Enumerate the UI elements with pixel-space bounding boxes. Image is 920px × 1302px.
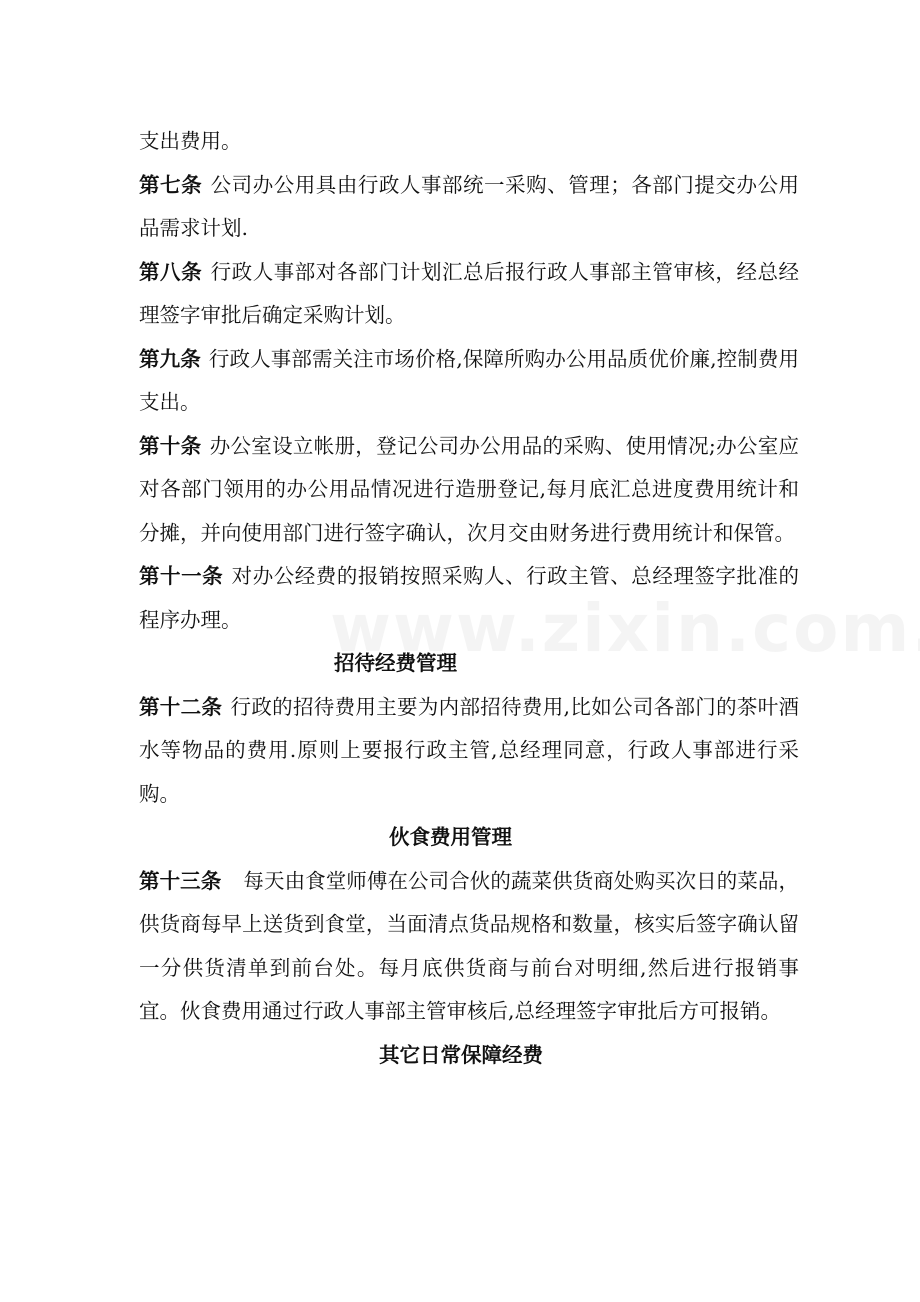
article-text: 对办公经费的报销按照采购人、行政主管、总经理签字批准的程序办理。 (139, 564, 800, 632)
article-text: 办公室设立帐册，登记公司办公用品的采购、使用情况;办公室应对各部门领用的办公用品情况进行造册登记,每月底汇总进度费用统计和分摊，并向使用部门进行签字确认，次月交由财务进行费用统计和保管。 (139, 433, 800, 545)
article-number: 第九条 (139, 346, 201, 371)
section-heading-other: 其它日常保障经费 (379, 1042, 543, 1067)
article-number: 第十条 (139, 433, 202, 458)
article-7 (139, 164, 799, 251)
document-body (139, 120, 799, 1077)
section-heading-entertainment: 招待经费管理 (334, 651, 457, 675)
section-heading-meals: 伙食费用管理 (389, 825, 512, 849)
article-text: 行政人事部需关注市场价格,保障所购办公用品质优价廉,控制费用支出。 (139, 346, 800, 414)
article-text: 行政人事部对各部门计划汇总后报行政人事部主管审核，经总经理签字审批后确定采购计划。 (139, 259, 800, 327)
opening-fragment: 支出费用。 (139, 129, 242, 153)
article-number: 第八条 (139, 259, 203, 284)
article-number: 第十三条 (139, 868, 222, 893)
article-number: 第十二条 (139, 694, 223, 719)
article-9 (139, 338, 799, 425)
article-number: 第七条 (139, 172, 203, 197)
article-text: 公司办公用具由行政人事部统一采购、管理；各部门提交办公用品需求计划. (139, 172, 800, 240)
article-10 (139, 425, 799, 556)
article-13 (139, 860, 799, 1034)
article-text: 行政的招待费用主要为内部招待费用,比如公司各部门的茶叶酒水等物品的费用.原则上要报行政主管,总经理同意，行政人事部进行采购。 (139, 694, 800, 806)
article-12 (139, 686, 799, 817)
article-text: 每天由食堂师傅在公司合伙的蔬菜供货商处购买次日的菜品，供货商每早上送货到食堂，当面清点货品规格和数量，核实后签字确认留一分供货清单到前台处。每月底供货商与前台对明细,然后进行报销事宜。伙食费用通过行政人事部主管审核后,总经理签字审批后方可报销。 (139, 868, 800, 1023)
article-8 (139, 251, 799, 338)
article-11 (139, 555, 799, 642)
article-number: 第十一条 (139, 564, 224, 588)
